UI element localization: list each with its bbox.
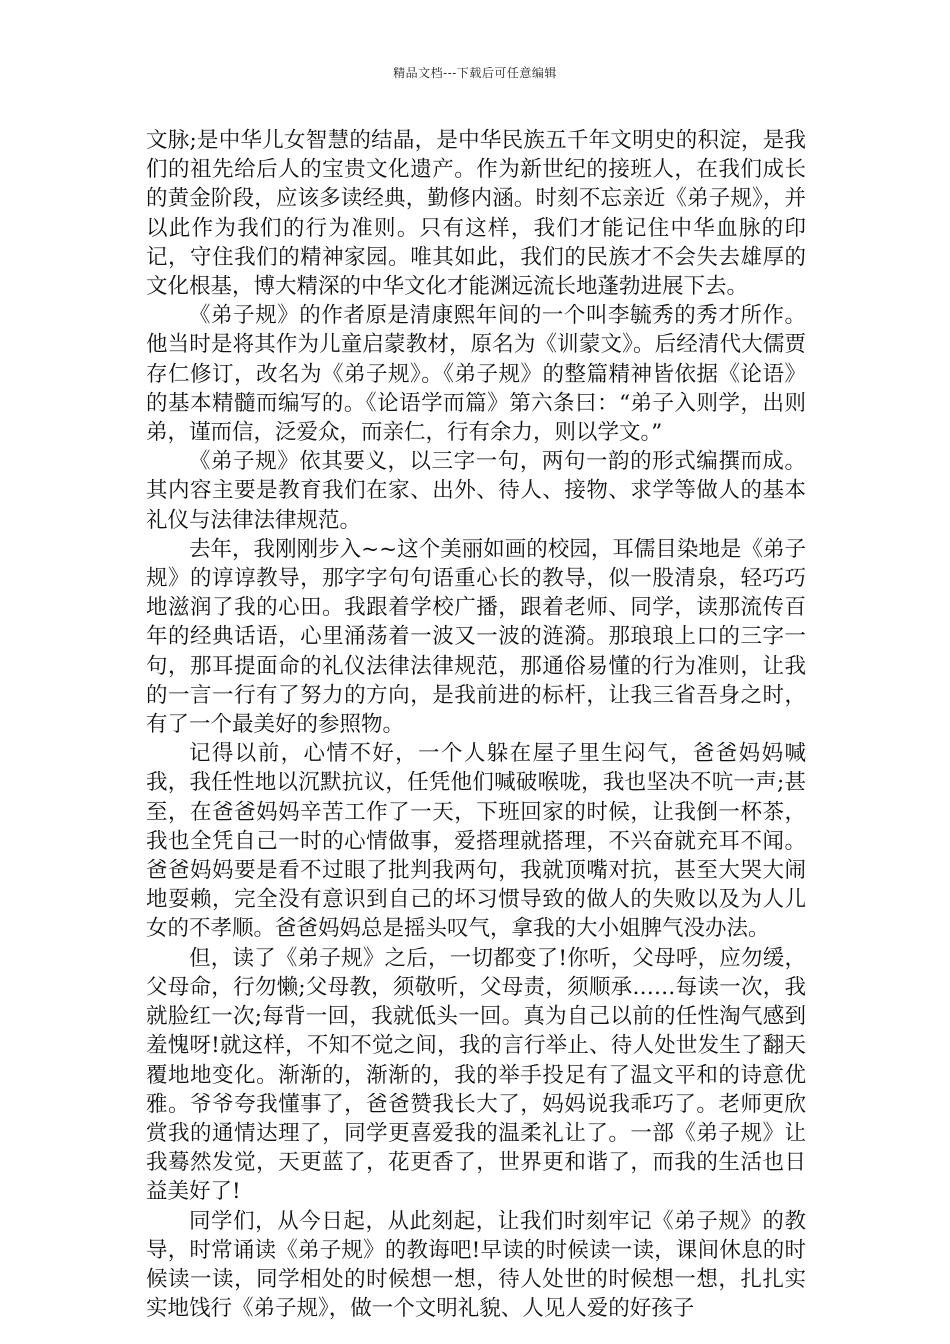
paragraph-7: 同学们，从今日起，从此刻起，让我们时刻牢记《弟子规》的教导，时常诵读《弟子规》的教诲吧!早读的时候读一读，课间休息的时候读一读，同学相处的时候想一想，待人处世的时候想一想，扎扎实实地饯行《弟子规》，做一个文明礼貌、人见人爱的好孩子 xyxy=(146,1208,806,1322)
paragraph-3: 《弟子规》依其要义，以三字一句，两句一韵的形式编撰而成。其内容主要是教育我们在家、出外、待人、接物、求学等做人的基本礼仪与法律法律规范。 xyxy=(146,449,806,533)
paragraph-4: 去年，我刚刚步入~~这个美丽如画的校园，耳儒目染地是《弟子规》的谆谆教导，那字字句句语重心长的教导，似一股清泉，轻巧巧地滋润了我的心田。我跟着学校广播，跟着老师、同学，读那流传百年的经典话语，心里涌荡着一波又一波的涟漪。那琅琅上口的三字一句，那耳提面命的礼仪法律法律规范，那通俗易懂的行为准则，让我的一言一行有了努力的方向，是我前进的标杆，让我三省吾身之时，有了一个最美好的参照物。 xyxy=(146,536,806,738)
paragraph-1: 文脉;是中华儿女智慧的结晶，是中华民族五千年文明史的积淀，是我们的祖先给后人的宝贵文化遗产。作为新世纪的接班人，在我们成长的黄金阶段，应该多读经典，勤修内涵。时刻不忘亲近《弟子规》，并以此作为我们的行为准则。只有这样，我们才能记住中华血脉的印记，守住我们的精神家园。唯其如此，我们的民族才不会失去雄厚的文化根基，博大精深的中华文化才能渊远流长地蓬勃进展下去。 xyxy=(146,128,806,300)
page-header: 精品文档---下载后可任意编辑 xyxy=(393,66,557,80)
paragraph-6: 但，读了《弟子规》之后，一切都变了!你听，父母呼，应勿缓，父母命，行勿懒;父母教，须敬听，父母责，须顺承……每读一次，我就脸红一次;每背一回，我就低头一回。真为自己以前的任性淘气感到羞愧呀!就这样，不知不觉之间，我的言行举止、待人处世发生了翻天覆地地变化。渐渐的，渐渐的，我的举手投足有了温文平和的诗意优雅。爷爷夸我懂事了，爸爸赞我长大了，妈妈说我乖巧了。老师更欣赏我的通情达理了，同学更喜爱我的温柔礼让了。一部《弟子规》让我蓦然发觉，天更蓝了，花更香了，世界更和谐了，而我的生活也日益美好了! xyxy=(146,945,806,1205)
paragraph-5: 记得以前，心情不好，一个人躲在屋子里生闷气，爸爸妈妈喊我，我任性地以沉默抗议，任凭他们喊破喉咙，我也坚决不吭一声;甚至，在爸爸妈妈辛苦工作了一天，下班回家的时候，让我倒一杯茶，我也全凭自己一时的心情做事，爱搭理就搭理，不兴奋就充耳不闻。爸爸妈妈要是看不过眼了批判我两句，我就顶嘴对抗，甚至大哭大闹地耍赖，完全没有意识到自己的坏习惯导致的做人的失败以及为人儿女的不孝顺。爸爸妈妈总是摇头叹气，拿我的大小姐脾气没办法。 xyxy=(146,741,806,942)
document-body xyxy=(146,126,806,1323)
paragraph-2: 《弟子规》的作者原是清康熙年间的一个叫李毓秀的秀才所作。他当时是将其作为儿童启蒙教材，原名为《训蒙文》。后经清代大儒贾存仁修订，改名为《弟子规》。《弟子规》的整篇精神皆依据《论语》的基本精髓而编写的。《论语学而篇》第六条曰：“弟子入则学，出则弟，谨而信，泛爱众，而亲仁，行有余力，则以学文。” xyxy=(146,303,806,446)
